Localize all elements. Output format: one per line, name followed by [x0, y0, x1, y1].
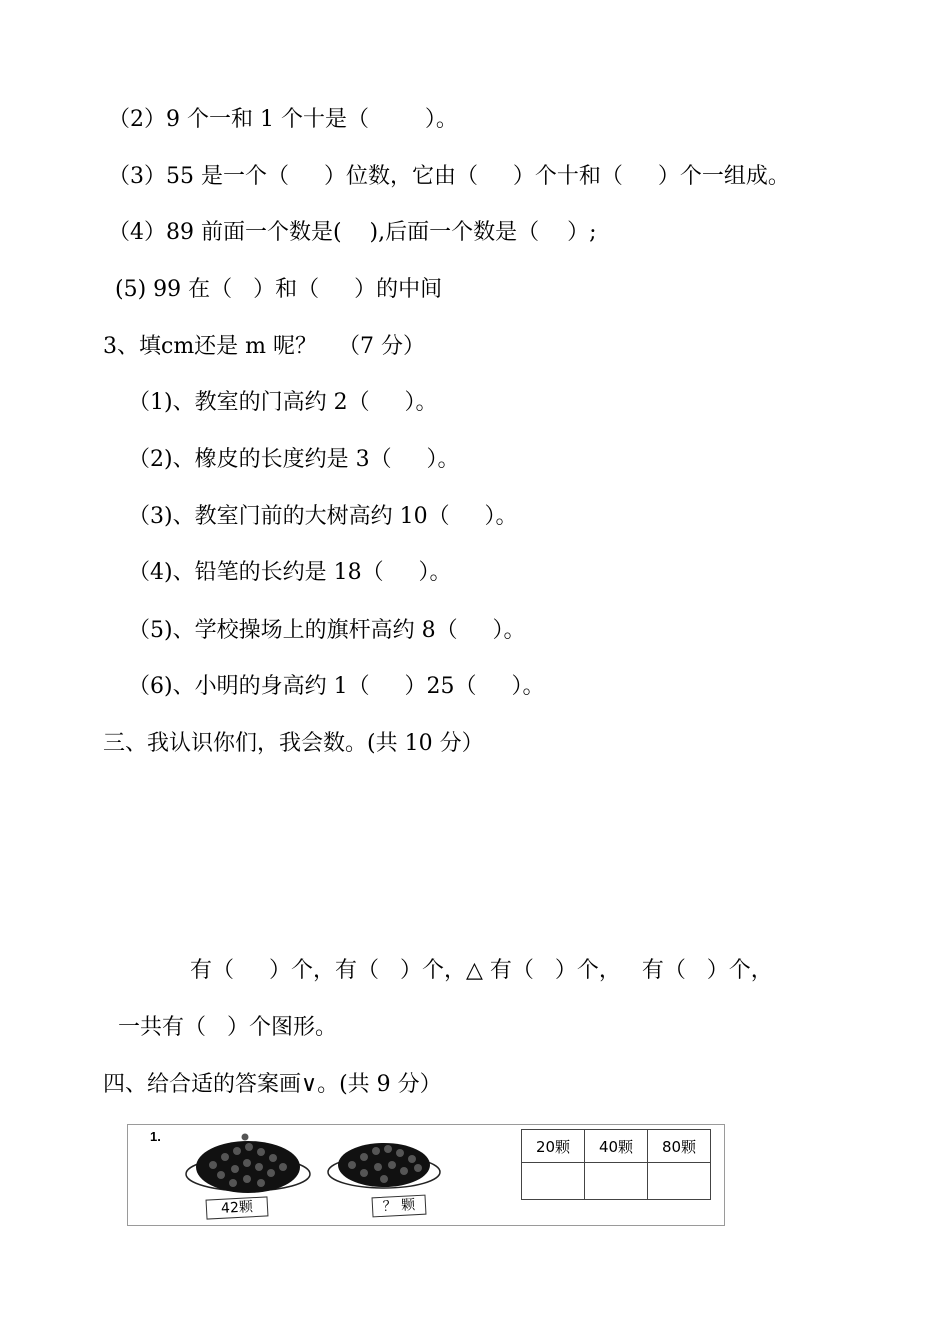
question-2-4: （4）89 前面一个数是( ),后面一个数是（ ）; — [108, 220, 597, 245]
section-four-title: 四、给合适的答案画∨。(共 9 分） — [103, 1072, 442, 1097]
unit-question-1: （1)、教室的门高约 2（ ）。 — [128, 390, 438, 415]
option-20: 20颗 — [522, 1130, 585, 1163]
bead-plate-2 — [324, 1127, 444, 1197]
count-shapes-line: 有（ ）个，有（ ）个，△ 有（ ）个， 有（ ）个， — [190, 958, 773, 983]
unit-question-6: （6)、小明的身高约 1（ ）25（ ）。 — [128, 674, 545, 699]
answer-options-table — [521, 1129, 711, 1200]
unit-question-2: （2)、橡皮的长度约是 3（ ）。 — [128, 447, 460, 472]
question-2-3: （3）55 是一个（ ）位数，它由（ ）个十和（ ）个一组成。 — [108, 164, 790, 189]
question-2-2: （2）9 个一和 1 个十是（ ）。 — [108, 107, 458, 132]
option-80: 80颗 — [648, 1130, 711, 1163]
count-total-line: 一共有（ ）个图形。 — [118, 1015, 337, 1040]
figure-number: 1. — [150, 1129, 161, 1144]
plate-2-label: ？ 颗 — [372, 1195, 427, 1218]
bead-plate-1 — [183, 1127, 313, 1197]
question-2-5: (5) 99 在（ ）和（ ）的中间 — [108, 277, 443, 302]
option-40: 40颗 — [585, 1130, 648, 1163]
section-3-heading: 3、填cm还是 m 呢？ （7 分） — [103, 334, 425, 359]
plate-1-label: 42颗 — [206, 1196, 269, 1219]
answer-cell-20[interactable] — [522, 1163, 585, 1200]
unit-question-3: （3)、教室门前的大树高约 10（ ）。 — [128, 504, 518, 529]
answer-cell-80[interactable] — [648, 1163, 711, 1200]
estimation-figure — [127, 1124, 725, 1226]
unit-question-5: （5)、学校操场上的旗杆高约 8（ ）。 — [128, 618, 526, 643]
unit-question-4: （4)、铅笔的长约是 18（ ）。 — [128, 560, 452, 585]
answer-cell-40[interactable] — [585, 1163, 648, 1200]
section-three-title: 三、我认识你们，我会数。(共 10 分） — [103, 731, 484, 756]
